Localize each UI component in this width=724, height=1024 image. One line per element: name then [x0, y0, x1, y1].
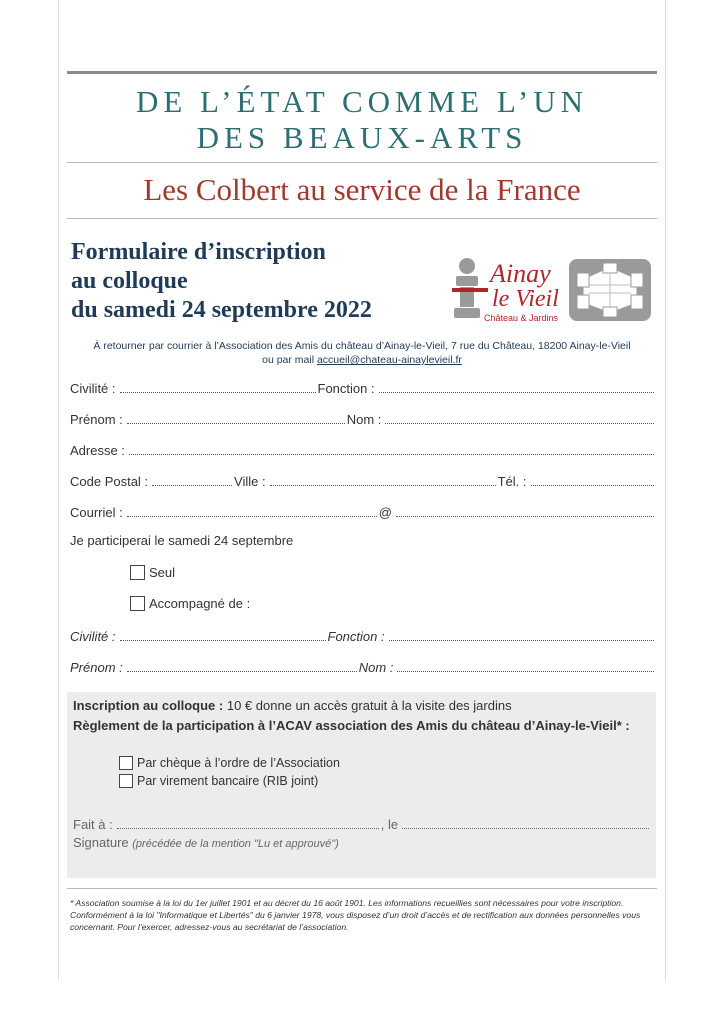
label-le: , le [380, 817, 399, 832]
inscription-fee [73, 698, 512, 713]
row-courriel [70, 502, 656, 520]
signature-note: (précédée de la mention "Lu et approuvé") [132, 838, 339, 850]
return-instructions [67, 339, 657, 367]
label-prenom: Prénom : [70, 412, 123, 427]
input-ville[interactable] [270, 474, 496, 486]
label-companion-nom: Nom : [358, 660, 394, 675]
reglement-text: Règlement de la participation à l’ACAV association des Amis du château d’Ainay-le-Vieil* : [73, 718, 630, 733]
label-ville: Ville : [234, 474, 266, 489]
option-seul[interactable] [130, 565, 175, 580]
label-companion-civilite: Civilité : [70, 629, 116, 644]
label-adresse: Adresse : [70, 443, 125, 458]
logo-tagline: Château & Jardins [484, 313, 559, 323]
inscription-text: 10 € donne un accès gratuit à la visite des jardins [223, 698, 512, 713]
subtitle-divider [67, 218, 657, 219]
at-sign: @ [378, 505, 392, 520]
instruction-email-line [67, 353, 657, 367]
row-cp-ville-tel [70, 471, 656, 489]
form-title [71, 238, 471, 325]
input-companion-prenom[interactable] [127, 660, 357, 672]
input-courriel-domain[interactable] [396, 505, 654, 517]
input-courriel-user[interactable] [127, 505, 377, 517]
inscription-label: Inscription au colloque : [73, 698, 224, 713]
form-title-line1: Formulaire d’inscription [71, 239, 326, 265]
label-companion-fonction: Fonction : [327, 629, 385, 644]
footnote: * Association soumise à la loi du 1er juillet 1901 et au décret du 16 août 1901. Les informations recueillies sont nécessaires pour votre inscription. Conformément à la loi "Informatique et Libertés" du 6 janvier 1978, vous disposez d’un droit d’accès et de rectification aux données personnelles vous concernant. Pour l’exercer, adressez-vous au secrétariat de l’association. [70, 898, 641, 932]
title-divider [67, 162, 657, 163]
input-companion-civilite[interactable] [120, 629, 326, 641]
option-cheque[interactable] [119, 756, 340, 770]
label-tel: Tél. : [497, 474, 527, 489]
subtitle: Les Colbert au service de la France [143, 172, 581, 207]
checkbox-cheque[interactable] [119, 756, 133, 770]
label-fait-a: Fait à : [73, 817, 113, 832]
input-code-postal[interactable] [152, 474, 232, 486]
page-left-border [58, 0, 59, 980]
page-right-border [665, 0, 666, 980]
logo-text-le-vieil: le Vieil [492, 286, 559, 312]
form-title-line2: au colloque [71, 268, 188, 294]
input-date[interactable] [402, 817, 649, 829]
input-prenom[interactable] [127, 412, 345, 424]
label-cheque: Par chèque à l’ordre de l’Association [137, 756, 340, 770]
label-accompagne: Accompagné de : [149, 596, 251, 611]
checkbox-virement[interactable] [119, 774, 133, 788]
row-civilite-fonction [70, 378, 656, 396]
logo-text-ainay: Ainay [490, 259, 551, 288]
row-companion-civilite-fonction [70, 626, 656, 644]
label-virement: Par virement bancaire (RIB joint) [137, 774, 319, 788]
checkbox-accompagne[interactable] [130, 596, 145, 611]
option-virement[interactable] [119, 774, 318, 788]
label-courriel: Courriel : [70, 505, 123, 520]
input-companion-fonction[interactable] [389, 629, 654, 641]
label-seul: Seul [149, 565, 176, 580]
label-nom: Nom : [346, 412, 382, 427]
label-code-postal: Code Postal : [70, 474, 149, 489]
row-prenom-nom [70, 409, 656, 427]
input-adresse[interactable] [129, 443, 654, 455]
input-fonction[interactable] [379, 381, 654, 393]
input-nom[interactable] [385, 412, 654, 424]
row-adresse [70, 440, 656, 458]
castle-icon [569, 259, 651, 321]
row-companion-prenom-nom [70, 657, 656, 675]
email-link[interactable]: accueil@chateau-ainaylevieil.fr [316, 354, 462, 366]
label-fonction: Fonction : [317, 381, 375, 396]
signature-line[interactable] [73, 835, 339, 850]
input-companion-nom[interactable] [397, 660, 654, 672]
checkbox-seul[interactable] [130, 565, 145, 580]
label-signature: Signature [73, 835, 133, 850]
instruction-address: À retourner par courrier à l’Association des Amis du château d’Ainay-le-Vieil, 7 rue du Château, 18200 Ainay-le-Vieil [93, 340, 631, 352]
participation-text: Je participerai le samedi 24 septembre [70, 533, 294, 548]
input-fait-a[interactable] [117, 817, 379, 829]
main-title [67, 84, 657, 156]
form-title-line3: du samedi 24 septembre 2022 [71, 297, 372, 323]
instruction-email-prefix: ou par mail [262, 354, 317, 366]
option-accompagne[interactable] [130, 596, 250, 611]
main-title-line2: DES BEAUX-ARTS [196, 120, 528, 155]
label-companion-prenom: Prénom : [70, 660, 123, 675]
label-civilite: Civilité : [70, 381, 116, 396]
row-fait-a [73, 815, 651, 832]
top-rule [67, 71, 657, 74]
input-tel[interactable] [531, 474, 654, 486]
input-civilite[interactable] [120, 381, 316, 393]
main-title-line1: DE L’ÉTAT COMME L’UN [135, 84, 589, 119]
ainay-le-vieil-logo [452, 254, 566, 326]
footnote-rule [67, 888, 657, 889]
